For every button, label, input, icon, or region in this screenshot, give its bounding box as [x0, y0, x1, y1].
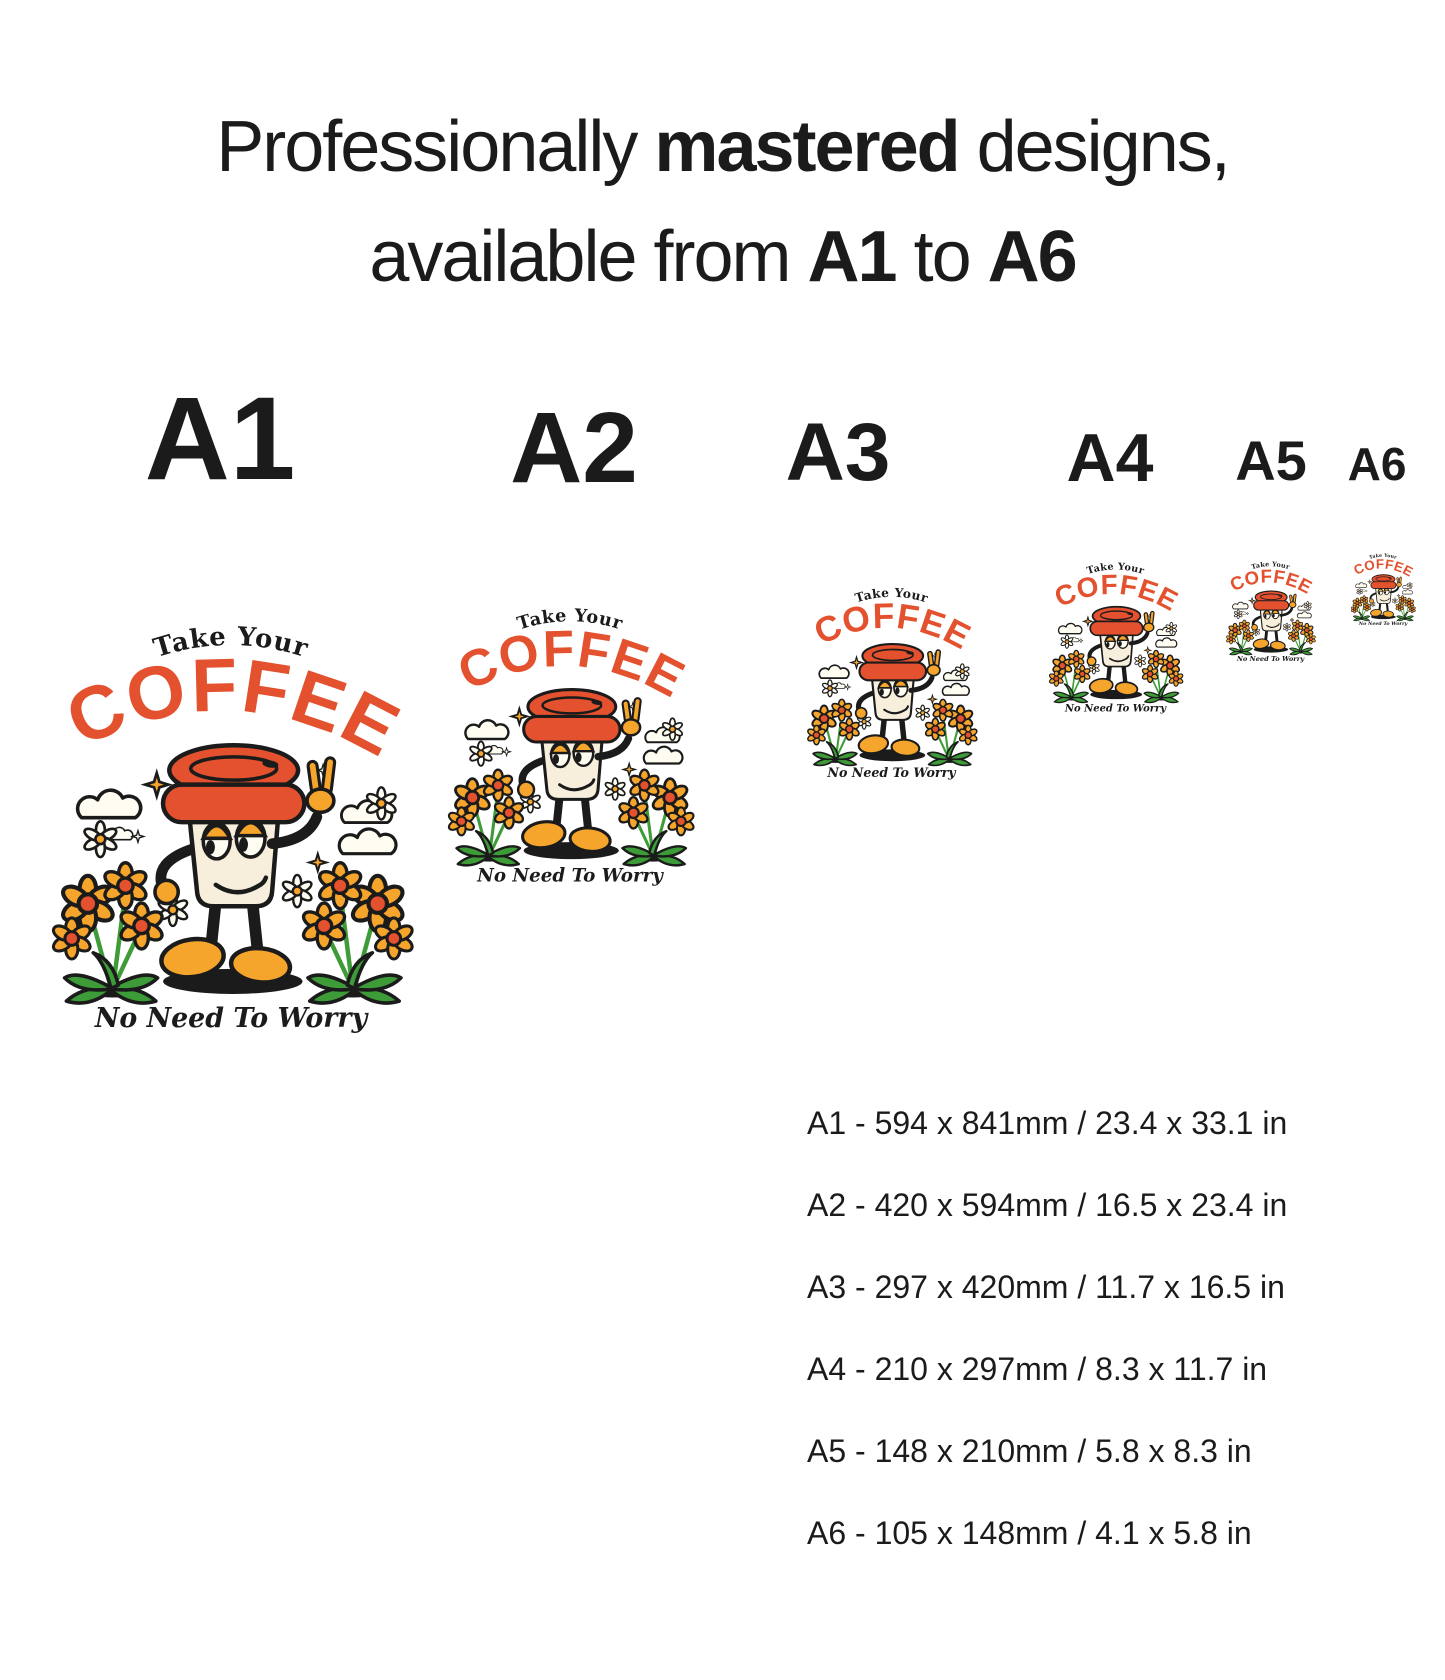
artwork-a2: [448, 604, 692, 888]
headline-line2-bold-a6: A6: [987, 217, 1076, 297]
headline-line2-regular: available from: [369, 217, 808, 297]
size-spec-a6: A6 - 105 x 148mm / 4.1 x 5.8 in: [807, 1515, 1252, 1551]
headline-line2-bold-a1: A1: [807, 217, 896, 297]
headline-line2: [0, 202, 1445, 312]
size-label-a3: A3: [785, 407, 891, 498]
headline-line1-regular: Professionally: [216, 107, 655, 187]
size-label-a2: A2: [510, 392, 638, 504]
size-label-a1: A1: [144, 373, 296, 505]
artwork-a1: [52, 620, 410, 1036]
headline-line1-bold: mastered: [654, 107, 959, 187]
size-spec-a1: A1 - 594 x 841mm / 23.4 x 33.1 in: [807, 1105, 1288, 1141]
size-spec-a3: A3 - 297 x 420mm / 11.7 x 16.5 in: [807, 1269, 1285, 1305]
size-spec-list: [807, 1082, 1287, 1574]
artwork-a6: [1351, 552, 1415, 627]
headline-line2-regular2: to: [895, 217, 988, 297]
headline-line1-regular2: designs,: [958, 107, 1229, 187]
size-label-a6: A6: [1347, 438, 1407, 490]
size-spec-a4: A4 - 210 x 297mm / 8.3 x 11.7 in: [807, 1351, 1268, 1387]
headline-line1: [0, 92, 1445, 202]
artwork-a4: [1049, 560, 1182, 715]
size-spec-a5: A5 - 148 x 210mm / 5.8 x 8.3 in: [807, 1433, 1252, 1469]
headline: [0, 92, 1445, 312]
size-spec-a2: A2 - 420 x 594mm / 16.5 x 23.4 in: [807, 1187, 1288, 1223]
size-label-a5: A5: [1235, 429, 1307, 492]
size-label-a4: A4: [1066, 420, 1154, 496]
artwork-a3: [807, 585, 976, 781]
artwork-a5: [1226, 560, 1315, 663]
